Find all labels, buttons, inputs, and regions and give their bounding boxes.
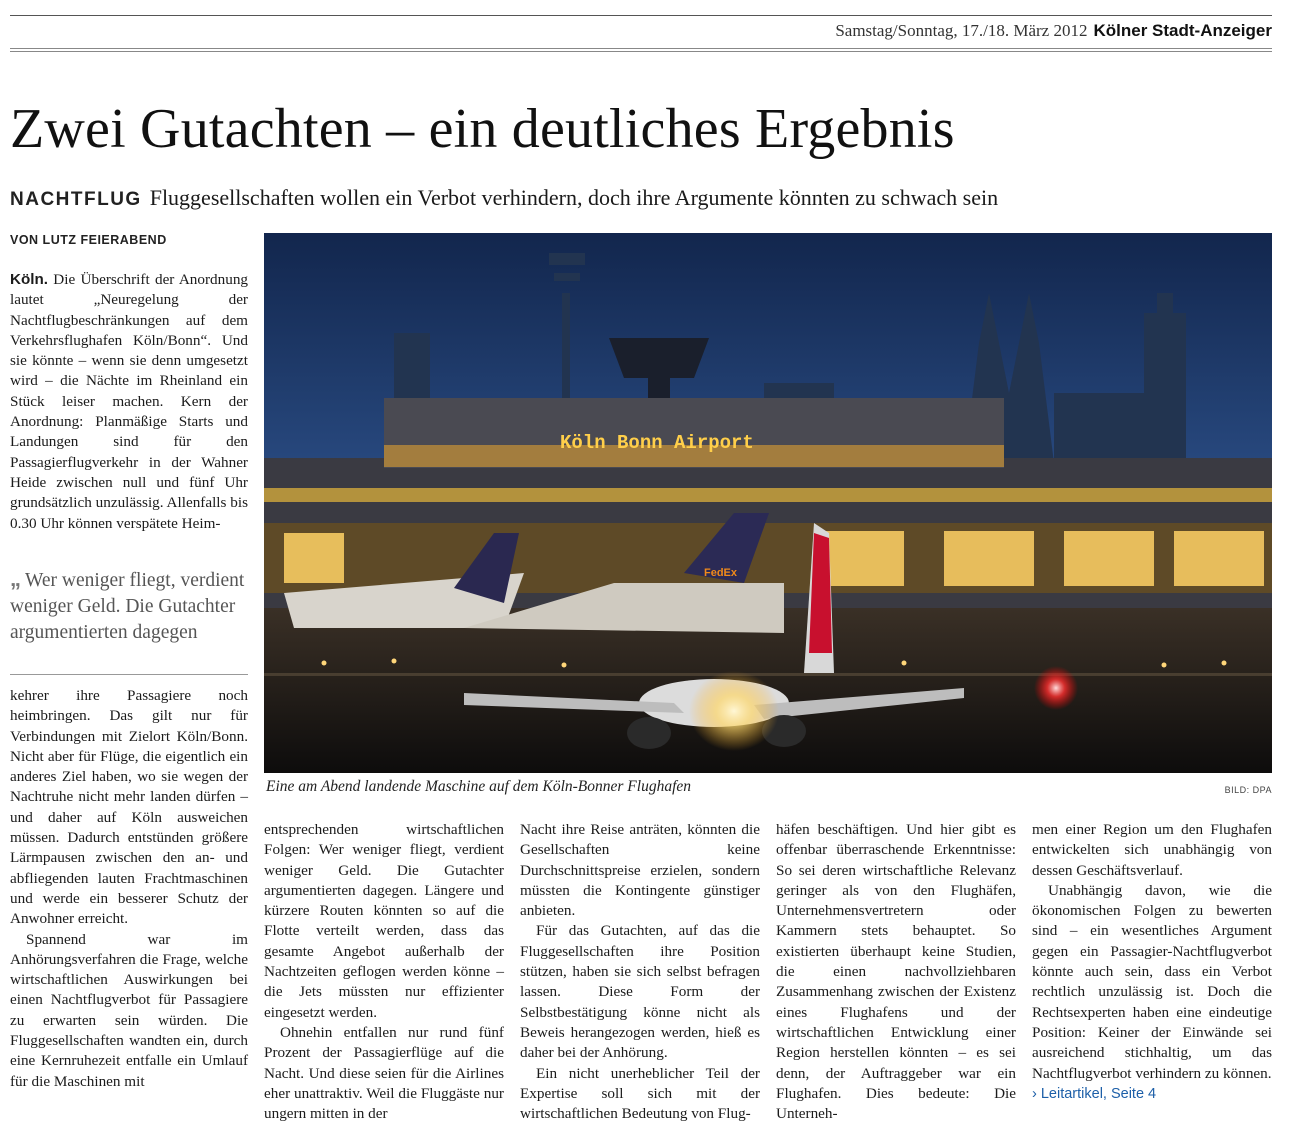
kicker: NACHTFLUG	[10, 189, 142, 210]
fedex-logo: FedEx	[704, 567, 738, 579]
col1-paragraph-1: Die Überschrift der Anordnung lautet „Neuregelung der Nachtflugbeschränkungen auf dem Verkehrsflughafen Köln/Bonn“. Und sie könnte – wenn sie denn umgesetzt wird – die Nächte im Rheinland ein Stück leiser machen. Kern der Anordnung: Planmäßige Starts und Landungen sind für den Passagierflugverkehr in der Wahner Heide zwischen null und fünf Uhr grundsätzlich unzulässig. Allenfalls bis 0.30 Uhr können verspätete Heim-	[10, 271, 249, 532]
masthead-rule-top	[10, 48, 1272, 49]
col3-paragraph-2: Für das Gutachten, auf das die Fluggesellschaften ihre Position stützen, haben sie sich selbst befragen lassen. Diese Form der Selbstbestätigung könne nicht als Beweis herangezogen werden, hieß es daher bei der Anhörung.	[520, 922, 760, 1062]
subhead-text: Fluggesellschaften wollen ein Verbot verhindern, doch ihre Argumente könnten zu schwach sein	[149, 185, 999, 210]
subhead	[10, 183, 998, 215]
quote-rule	[10, 674, 248, 675]
issue-date: Samstag/Sonntag, 17./18. März 2012	[835, 21, 1088, 40]
crossref-link[interactable]: › Leitartikel, Seite 4	[1032, 1085, 1157, 1102]
col5-paragraph-1: men einer Region um den Flughafen entwickelten sich unabhängig von dessen Geschäftsverlauf.	[1032, 821, 1272, 879]
dateline-place: Köln.	[10, 271, 48, 288]
col2-paragraph-1: entsprechenden wirtschaftlichen Folgen: Wer weniger fliegt, verdient weniger Geld. Die Gutachter argumentierten dagegen. Längere und kürzere Routen könnten so auf die Flotte verteilt werden, dass das gesamte Angebot außerhalb der Nachtzeiten geflogen werden könne – die Jets müssten nur effizienter eingesetzt werden.	[264, 821, 504, 1021]
masthead	[835, 21, 1272, 41]
paper-name: Kölner Stadt-Anzeiger	[1093, 21, 1272, 40]
top-rule	[10, 15, 1272, 16]
byline: VON LUTZ FEIERABEND	[10, 233, 167, 247]
pull-quote-text: Wer weniger fliegt, verdient weniger Geld. Die Gutachter argumentierten dagegen	[10, 570, 245, 643]
col1-paragraph-3: Spannend war im Anhörungsverfahren die Frage, welche wirtschaftlichen Auswirkungen bei einen Nachtflugverbot für Passagiere zu erwarten sein würden. Die Fluggesellschaften wandten ein, durch eine Kernruhezeit entfalle ein Umlauf für die Maschinen mit	[10, 930, 248, 1090]
masthead-rule-bottom	[10, 51, 1272, 52]
col3-paragraph-3: Ein nicht unerheblicher Teil der Expertise soll sich mit der wirtschaftlichen Bedeutung von Flug-	[520, 1064, 760, 1123]
col4-paragraph-1: häfen beschäftigen. Und hier gibt es offenbar überraschende Erkenntnisse: So sei deren wirtschaftliche Relevanz geringer als von den Flughäfen, Unternehmensvertretern oder Kammern stets behauptet. So existierten überhaupt keine Studien, die einen nachvollziehbaren Zusammenhang zwischen der Existenz eines Flughafens und der wirtschaftlichen Entwicklung einer Region herstellen könnten – es sei denn, der Auftraggeber war ein Flughafen. Dies bedeute: Die Unterneh-	[776, 821, 1016, 1123]
quote-mark-icon: „	[10, 566, 21, 591]
photo	[264, 233, 1272, 773]
col1-paragraph-2: kehrer ihre Passagiere noch heimbringen. Das gilt nur für Verbindungen mit Zielort Köln/Bonn. Nicht aber für Flüge, die eigentlich ein anderes Ziel haben, wo sie wegen der Nachtruhe nicht mehr landen dürfen – und daher auf Köln ausweichen müssen. Dadurch entstünden größere Lärmpausen zwischen den an- und abfliegenden lauten Frachtmaschinen und werde ein besserer Schutz der Anwohner erreicht.	[10, 687, 248, 928]
airport-night-photo	[264, 233, 1272, 773]
airport-sign: Köln Bonn Airport	[560, 432, 754, 454]
column-2	[264, 820, 504, 1124]
headline: Zwei Gutachten – ein deutliches Ergebnis	[10, 98, 955, 160]
column-1-bottom	[10, 686, 248, 1092]
col2-paragraph-2: Ohnehin entfallen nur rund fünf Prozent der Passagierflüge auf die Nacht. Und diese seien für die Airlines eher unattraktiv. Weil die Fluggäste nur ungern mitten in der	[264, 1023, 504, 1123]
column-3	[520, 820, 760, 1124]
photo-credit: BILD: DPA	[1224, 785, 1272, 795]
photo-caption: Eine am Abend landende Maschine auf dem Köln-Bonner Flughafen	[266, 778, 692, 795]
column-5	[1032, 820, 1272, 1104]
col3-paragraph-1: Nacht ihre Reise anträten, könnten die Gesellschaften keine Durchschnittspreise erzielen, sondern müssten die Kontingente günstiger anbieten.	[520, 821, 760, 920]
column-4	[776, 820, 1016, 1124]
pull-quote	[10, 566, 248, 646]
column-1-top	[10, 270, 248, 534]
col5-paragraph-2: Unabhängig davon, wie die ökonomischen Folgen zu bewerten sind – ein wesentliches Argument gegen ein Passagier-Nachtflugverbot könnte auch sein, dass ein Verbot rechtlich unzulässig ist. Doch die Rechtsexperten haben eine eindeutige Position: Keiner der Einwände sei ausreichend stichhaltig, um das Nachtflugverbot verhindern zu können.	[1032, 881, 1272, 1082]
